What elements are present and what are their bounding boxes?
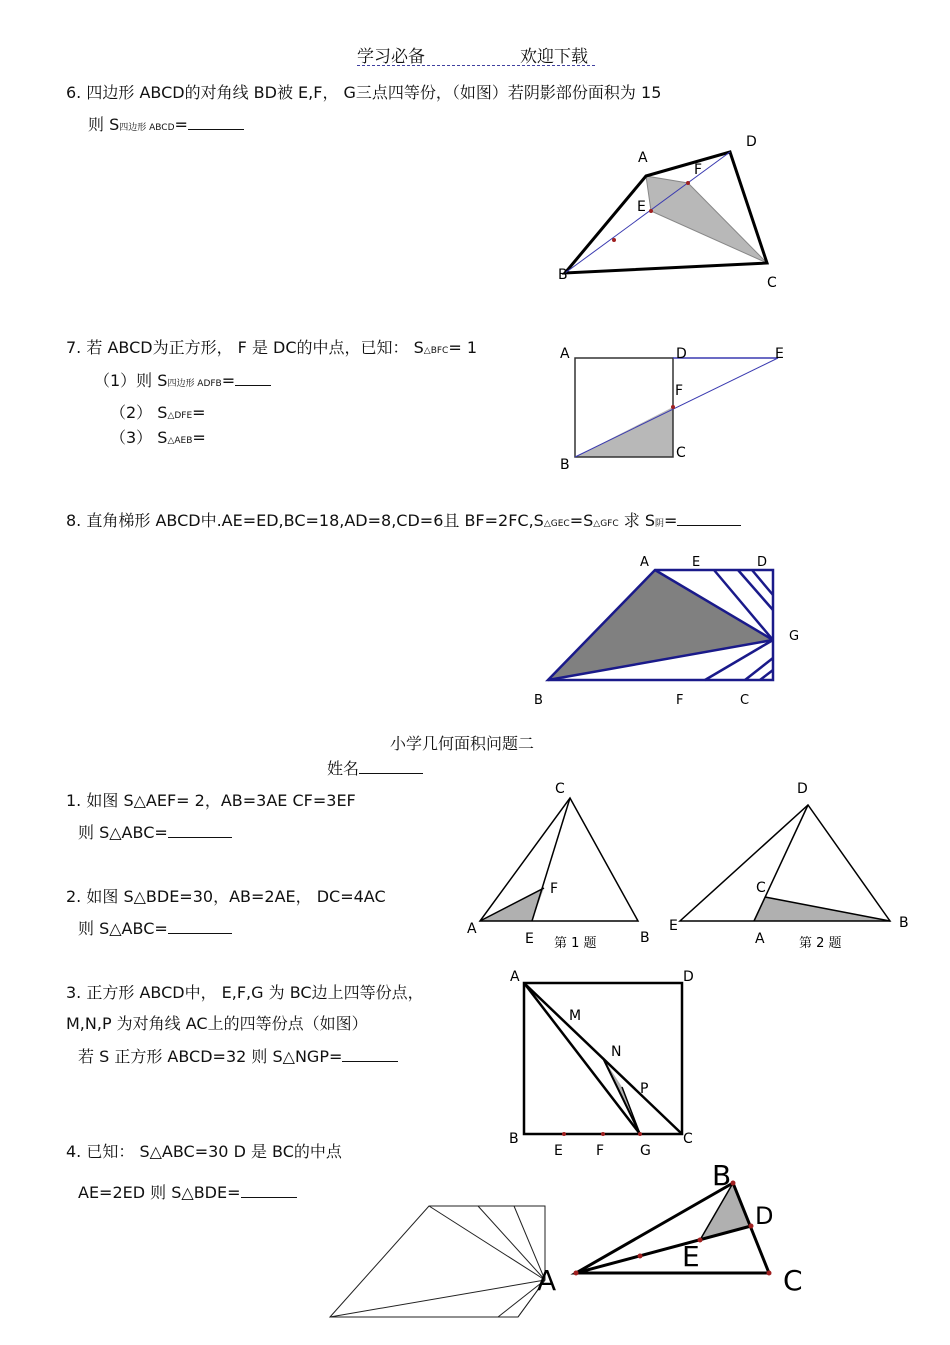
p2-fig4 xyxy=(537,1159,803,1297)
p2-fig2-label-c: C xyxy=(756,880,766,896)
q6-label-d: D xyxy=(746,134,757,150)
p2-fig4-label-b: B xyxy=(712,1159,732,1192)
p2-fig1-caption: 第 1 题 xyxy=(554,936,597,951)
p2-fig3-label-p: P xyxy=(640,1081,649,1097)
q7-label-f: F xyxy=(675,383,684,399)
p2-fig1-label-b: B xyxy=(640,930,650,946)
p2-q4-line2: AE=2ED 则 S△BDE= xyxy=(78,1180,297,1203)
q8-label-f: F xyxy=(676,693,684,708)
p2-fig3-label-g: G xyxy=(640,1143,651,1159)
q7-sub2: （2） S△DFE= xyxy=(110,403,206,422)
q7-sub1: （1）则 S四边形 ADFB= xyxy=(94,368,271,391)
q8-label-a: A xyxy=(640,555,649,570)
q7-label-e: E xyxy=(775,346,784,362)
q6-label-e: E xyxy=(637,199,646,215)
p2-fig2-caption: 第 2 题 xyxy=(799,936,842,951)
p2-q2-line1: 2. 如图 S△BDE=30，AB=2AE， DC=4AC xyxy=(66,887,386,906)
p2-q3-line3: 若 S 正方形 ABCD=32 则 S△NGP= xyxy=(78,1044,398,1067)
q7-line1: 7. 若 ABCD为正方形， F 是 DC的中点，已知： S△BFC= 1 xyxy=(66,338,478,357)
q7-sub3: （3） S△AEB= xyxy=(110,428,206,447)
p2-q4-line1: 4. 已知： S△ABC=30 D 是 BC的中点 xyxy=(66,1142,342,1161)
name-field: 姓名 xyxy=(327,756,423,779)
p2-fig1 xyxy=(467,781,650,951)
p2-fig3-label-f: F xyxy=(596,1143,605,1159)
p2-fig3-label-e: E xyxy=(554,1143,563,1159)
p2-fig2-label-d: D xyxy=(797,781,808,797)
p2-fig1-label-c: C xyxy=(555,781,565,797)
p2-fig4-label-e: E xyxy=(682,1240,700,1273)
q8-label-b: B xyxy=(534,693,543,708)
p2-fig4-label-d: D xyxy=(755,1202,774,1230)
q7-label-c: C xyxy=(676,445,686,461)
part2-title: 小学几何面积问题二 xyxy=(390,734,535,753)
q6-label-f: F xyxy=(694,162,703,178)
p2-q1-line2: 则 S△ABC= xyxy=(78,820,232,843)
header-left: 学习必备 xyxy=(357,47,425,67)
p2-fig2-label-a: A xyxy=(755,931,765,947)
q8-label-d: D xyxy=(757,555,768,570)
p2-fig3-label-n: N xyxy=(611,1044,622,1060)
p2-q3-line2: M,N,P 为对角线 AC上的四等份点（如图） xyxy=(66,1014,368,1033)
p2-fig4-fan xyxy=(330,1206,545,1317)
q8-label-g: G xyxy=(789,629,800,644)
q6-line1: 6. 四边形 ABCD的对角线 BD被 E,F， G三点四等份，（如图）若阴影部份面积为 15 xyxy=(66,83,662,102)
p2-fig3-label-a: A xyxy=(510,969,520,985)
p2-fig1-label-e: E xyxy=(525,931,534,947)
q8-label-e: E xyxy=(692,555,701,570)
q8-label-c: C xyxy=(740,693,750,708)
p2-fig1-label-f: F xyxy=(550,881,559,897)
q6-label-c: C xyxy=(767,275,777,291)
p2-fig1-label-a: A xyxy=(467,921,477,937)
p2-fig3-label-c: C xyxy=(683,1131,693,1147)
p2-fig2 xyxy=(669,781,909,951)
p2-fig2-label-e: E xyxy=(669,918,678,934)
p2-fig4-label-c: C xyxy=(783,1264,803,1297)
q6-label-b: B xyxy=(558,267,568,283)
p2-fig3-label-b: B xyxy=(509,1131,519,1147)
p2-q1-line1: 1. 如图 S△AEF= 2，AB=3AE CF=3EF xyxy=(66,791,356,810)
p2-fig2-label-b: B xyxy=(899,915,909,931)
p2-q2-line2: 则 S△ABC= xyxy=(78,916,232,939)
p2-q3-line1: 3. 正方形 ABCD中， E,F,G 为 BC边上四等份点， xyxy=(66,983,424,1002)
q8-line: 8. 直角梯形 ABCD中.AE=ED,BC=18,AD=8,CD=6且 BF=2FC,S△GEC=S△GFC 求 S阴= xyxy=(66,508,741,531)
q7-label-b: B xyxy=(560,457,570,473)
q7-label-a: A xyxy=(560,346,570,362)
q6-label-a: A xyxy=(638,150,648,166)
p2-fig3-label-m: M xyxy=(569,1008,582,1024)
p2-fig4-label-a: A xyxy=(537,1264,557,1297)
q7-label-d: D xyxy=(676,346,687,362)
p2-fig3-label-d: D xyxy=(683,969,694,985)
p2-fig3 xyxy=(509,969,694,1159)
q6-line2: 则 S四边形 ABCD= xyxy=(88,112,244,135)
header-right: 欢迎下载 xyxy=(520,47,588,67)
